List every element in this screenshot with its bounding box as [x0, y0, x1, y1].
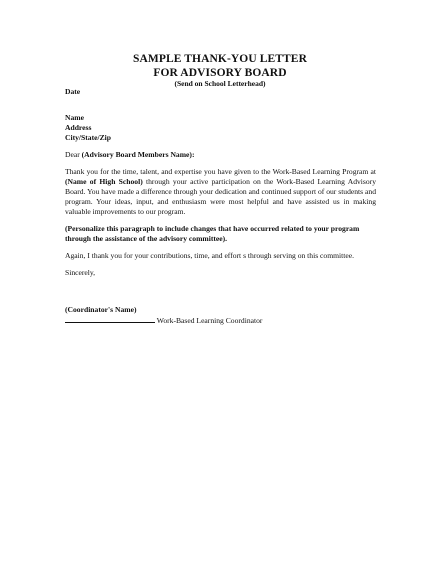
paragraph-again: Again, I thank you for your contributions, time, and effort s through serving on this committee.	[65, 251, 355, 260]
greeting-prefix: Dear	[65, 150, 82, 159]
letter-subtitle: (Send on School Letterhead)	[174, 79, 266, 88]
closing: Sincerely,	[65, 268, 96, 277]
letter-title-line1: SAMPLE THANK-YOU LETTER	[133, 53, 307, 65]
greeting	[65, 150, 376, 160]
recipient-name: Name	[65, 113, 84, 122]
paragraph-thanks	[65, 167, 376, 217]
coordinator-name: (Coordinator's Name)	[65, 305, 137, 314]
signature-underline	[65, 315, 155, 323]
recipient-city: City/State/Zip	[65, 133, 111, 142]
school-name-placeholder: (Name of High School)	[65, 177, 143, 186]
paragraph-thanks-part1: Thank you for the time, talent, and expertise you have given to the Work-Based Learning Program at	[65, 167, 376, 176]
recipient-street: Address	[65, 123, 92, 132]
coordinator-title: Work-Based Learning Coordinator	[155, 316, 263, 325]
date-label: Date	[65, 87, 81, 96]
paragraph-thanks-part2: through your active participation on the Work-Based Learning Advisory Board. You have made a difference through your dedication and continued support of our students and program. Your ideas, input, and enthusiasm were most helpful and have assisted us in making valuable improvements to our program.	[65, 177, 376, 216]
greeting-name: (Advisory Board Members Name):	[81, 150, 195, 159]
paragraph-personalize: (Personalize this paragraph to include changes that have occurred related to your program through the assistance of the advisory committee).	[65, 224, 360, 243]
letter-title-line2: FOR ADVISORY BOARD	[153, 67, 287, 79]
recipient-address	[65, 113, 376, 143]
signature-line	[65, 315, 376, 326]
